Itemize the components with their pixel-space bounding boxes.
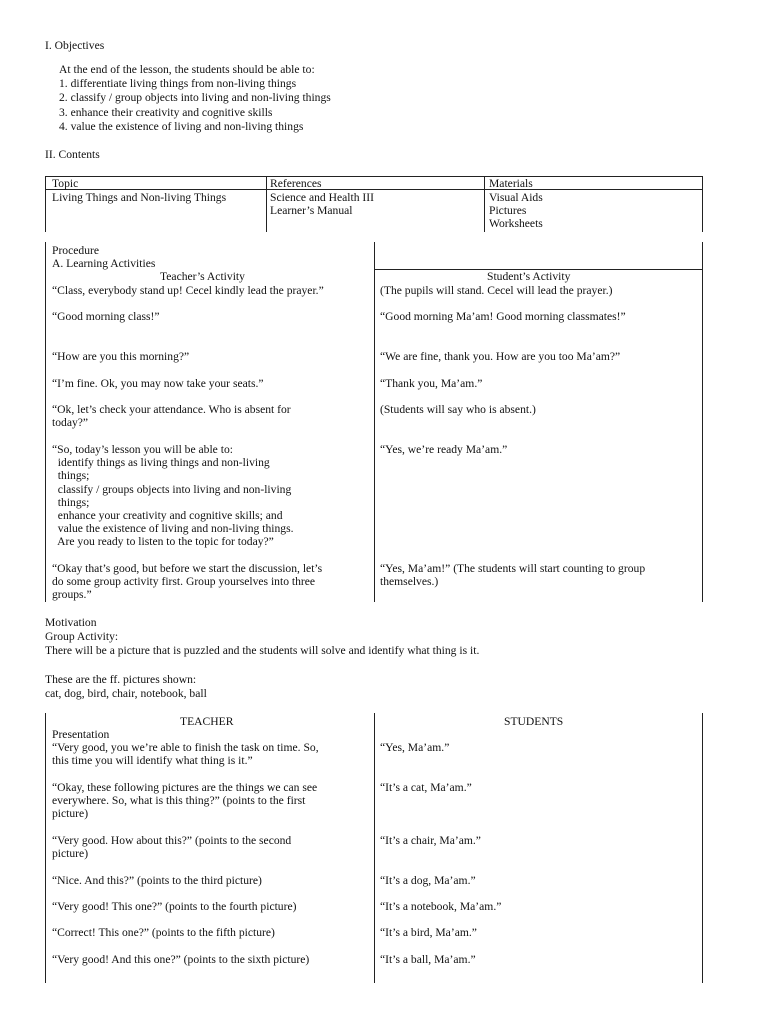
objective-item: 4. value the existence of living and non-living things — [59, 120, 304, 133]
motivation-description: There will be a picture that is puzzled and the students will solve and identify what thing is it. — [45, 644, 480, 657]
teacher-line: “I’m fine. Ok, you may now take your seats.” — [52, 377, 264, 390]
contents-header-materials: Materials — [489, 177, 533, 190]
student-line: “It’s a dog, Ma’am.” — [380, 874, 476, 887]
student-line: “Thank you, Ma’am.” — [380, 377, 483, 390]
student-line: “Yes, Ma’am!” (The students will start counting to group — [380, 562, 646, 575]
pictures-list: cat, dog, bird, chair, notebook, ball — [45, 687, 207, 700]
teacher-line: everywhere. So, what is this thing?” (points to the first — [52, 794, 306, 808]
contents-material: Pictures — [489, 204, 527, 217]
student-line: “Yes, we’re ready Ma’am.” — [380, 443, 508, 456]
teacher-line: this time you will identify what thing is it.” — [52, 754, 253, 768]
procedure-title: Procedure — [52, 244, 99, 257]
teacher-line: do some group activity first. Group yourselves into three — [52, 575, 316, 589]
teacher-line: “How are you this morning?” — [52, 350, 190, 363]
motivation-title: Motivation — [45, 616, 97, 629]
student-line: “It’s a notebook, Ma’am.” — [380, 900, 502, 913]
students-header: STUDENTS — [504, 715, 564, 728]
student-line: themselves.) — [380, 575, 439, 589]
teacher-line: “Very good! And this one?” (points to the sixth picture) — [52, 953, 310, 966]
objective-item: 2. classify / group objects into living and non-living things — [59, 91, 331, 104]
pictures-intro: These are the ff. pictures shown: — [45, 673, 197, 686]
objectives-intro: At the end of the lesson, the students should be able to: — [59, 63, 315, 76]
teacher-line: “Ok, let’s check your attendance. Who is absent for — [52, 403, 291, 416]
contents-material: Visual Aids — [489, 191, 543, 204]
student-line: “We are fine, thank you. How are you too Ma’am?” — [380, 350, 621, 363]
teacher-line: Are you ready to listen to the topic for today?” — [52, 535, 274, 549]
student-line: “Yes, Ma’am.” — [380, 741, 450, 754]
teacher-line: “Okay that’s good, but before we start the discussion, let’s — [52, 562, 323, 575]
contents-topic: Living Things and Non-living Things — [52, 191, 227, 204]
teacher-line: “Class, everybody stand up! Cecel kindly lead the prayer.” — [52, 284, 324, 297]
teacher-line: “So, today’s lesson you will be able to: — [52, 443, 233, 456]
student-line: “It’s a ball, Ma’am.” — [380, 953, 476, 966]
teacher-line: “Very good, you we’re able to finish the task on time. So, — [52, 741, 319, 754]
teacher-line: today?” — [52, 416, 89, 430]
teacher-line: classify / groups objects into living and non-living — [52, 482, 292, 496]
objectives-heading: I. Objectives — [45, 39, 105, 52]
student-line: (Students will say who is absent.) — [380, 403, 536, 416]
student-line: (The pupils will stand. Cecel will lead the prayer.) — [380, 284, 613, 297]
teacher-line: groups.” — [52, 588, 92, 602]
contents-reference: Learner’s Manual — [270, 204, 353, 217]
contents-reference: Science and Health III — [270, 191, 374, 204]
teacher-line: picture) — [52, 847, 89, 861]
teacher-line: “Good morning class!” — [52, 310, 160, 323]
teacher-line: “Nice. And this?” (points to the third picture) — [52, 874, 262, 887]
contents-material: Worksheets — [489, 217, 543, 230]
objective-item: 1. differentiate living things from non-living things — [59, 77, 297, 90]
teacher-line: “Very good. How about this?” (points to the second — [52, 834, 292, 847]
teacher-line: enhance your creativity and cognitive skills; and — [52, 509, 283, 522]
teacher-activity-header: Teacher’s Activity — [160, 270, 245, 283]
student-line: “It’s a cat, Ma’am.” — [380, 781, 472, 794]
contents-heading: II. Contents — [45, 148, 100, 161]
teacher-line: identify things as living things and non-living — [52, 456, 270, 470]
teacher-line: things; — [52, 495, 90, 509]
contents-header-topic: Topic — [52, 177, 79, 190]
teacher-line: “Okay, these following pictures are the things we can see — [52, 781, 318, 794]
student-line: “It’s a chair, Ma’am.” — [380, 834, 481, 847]
procedure-subtitle: A. Learning Activities — [52, 257, 156, 270]
student-line: “Good morning Ma’am! Good morning classmates!” — [380, 310, 626, 323]
student-activity-header: Student’s Activity — [487, 270, 571, 283]
teacher-line: “Very good! This one?” (points to the fourth picture) — [52, 900, 297, 913]
motivation-subtitle: Group Activity: — [45, 630, 119, 643]
teacher-line: value the existence of living and non-living things. — [52, 522, 294, 536]
student-line: “It’s a bird, Ma’am.” — [380, 926, 477, 939]
teacher-line: “Correct! This one?” (points to the fifth picture) — [52, 926, 275, 939]
teacher-line: things; — [52, 469, 90, 483]
objective-item: 3. enhance their creativity and cognitive skills — [59, 106, 273, 119]
teacher-header: TEACHER — [180, 715, 234, 728]
teacher-line: picture) — [52, 807, 89, 821]
presentation-label: Presentation — [52, 728, 110, 741]
contents-header-references: References — [270, 177, 322, 190]
